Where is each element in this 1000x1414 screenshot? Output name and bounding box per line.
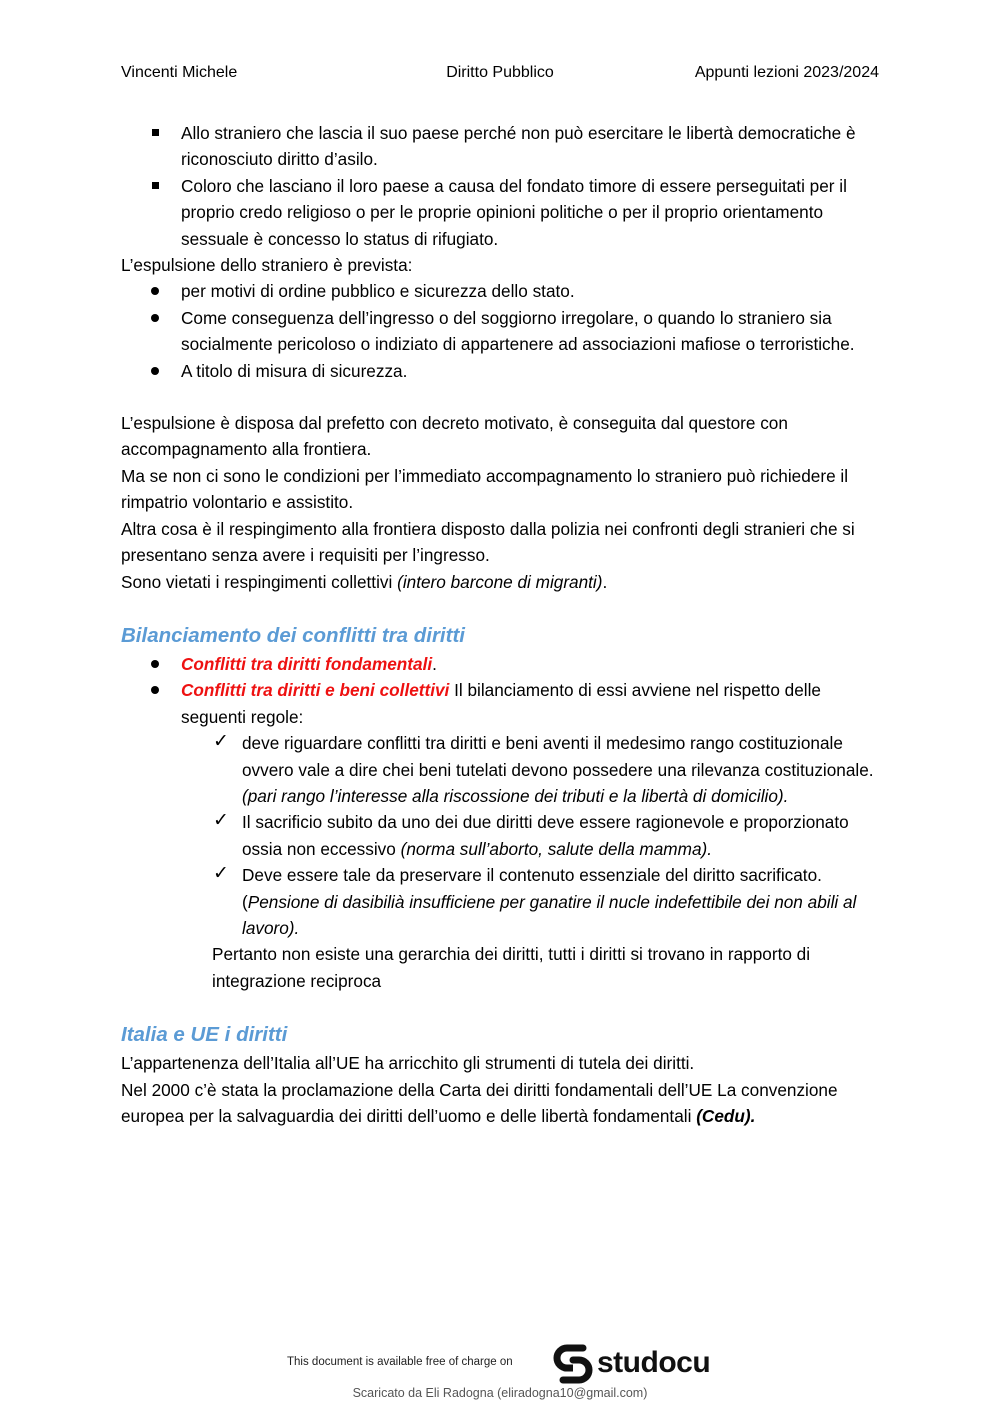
dot-bullet-icon — [151, 686, 159, 694]
expulsion-intro: L’espulsione dello straniero è prevista: — [121, 255, 413, 276]
studocu-logo-icon[interactable] — [553, 1344, 593, 1384]
square-bullet-icon — [152, 129, 159, 136]
footer-available-text: This document is available free of charge on — [287, 1356, 513, 1368]
paragraph: Nel 2000 c’è stata la proclamazione della Carta dei diritti fondamentali dell’UE La convenzione europea per la salvaguardia dei diritti dell’uomo e delle libertà fondamentali (Cedu). — [121, 1079, 838, 1126]
checkmark-icon: ✓ — [213, 809, 229, 832]
list-item: per motivi di ordine pubblico e sicurezza dello stato. — [121, 278, 883, 304]
section-heading: Italia e UE i diritti — [121, 1023, 288, 1047]
paragraph: Ma se non ci sono le condizioni per l’immediato accompagnamento lo straniero può richiedere il rimpatrio volontario e assistito. — [121, 465, 849, 513]
studocu-brand-link[interactable]: studocu — [597, 1346, 711, 1379]
header-subject: Diritto Pubblico — [446, 64, 554, 81]
list-item: Allo straniero che lascia il suo paese perché non può esercitare le libertà democratiche è riconosciuto diritto d’asilo. — [121, 120, 883, 173]
page-content — [121, 120, 883, 1129]
rules-list — [121, 730, 883, 941]
list-item: Coloro che lasciano il loro paese a causa del fondato timore di essere perseguitati per il proprio credo religioso o per le proprie opinioni politiche o per il proprio orientamento sessuale è concesso lo status di rifugiato. — [121, 173, 883, 252]
list-item: ✓ Deve essere tale da preservare il contenuto essenziale del diritto sacrificato. (Pensione di dasibilià insufficiene per ganatire il nucle indefettibile dei non abili al lavoro). — [213, 862, 857, 938]
paragraph: L’espulsione è disposa dal prefetto con decreto motivato, è conseguita dal questore con accompagnamento alla frontiera. — [121, 413, 788, 460]
dot-bullet-icon — [151, 314, 159, 322]
paragraph: Sono vietati i respingimenti collettivi (intero barcone di migranti). — [121, 571, 608, 592]
list-item: A titolo di misura di sicurezza. — [121, 358, 883, 384]
expulsion-list — [121, 278, 883, 384]
square-bullet-icon — [152, 182, 159, 189]
list-item: Conflitti tra diritti fondamentali. — [121, 651, 883, 677]
page-header — [121, 60, 879, 86]
list-item: Come conseguenza dell’ingresso o del soggiorno irregolare, o quando lo straniero sia socialmente pericoloso o indiziato di appartenere ad associazioni mafiose o terroristiche. — [121, 305, 883, 358]
paragraph: Altra cosa è il respingimento alla frontiera disposto dalla polizia nei confronti degli stranieri che si presentano senza avere i requisiti per l’ingresso. — [121, 518, 855, 566]
dot-bullet-icon — [151, 660, 159, 668]
footer-downloaded-text: Scaricato da Eli Radogna (eliradogna10@gmail.com) — [352, 1386, 648, 1400]
list-item: ✓ Il sacrificio subito da uno dei due diritti deve essere ragionevole e proporzionato ossia non eccessivo (norma sull’aborto, salute della mamma). — [213, 809, 849, 859]
dot-bullet-icon — [151, 367, 159, 375]
list-item: ✓ deve riguardare conflitti tra diritti e beni aventi il medesimo rango costituzionale ovvero vale a dire chei beni tutelati devono possedere una rilevanza costituzionale. (pari rango l’interesse alla riscossione dei tributi e la libertà di domicilio). — [213, 730, 874, 806]
list-item: Conflitti tra diritti e beni collettivi Il bilanciamento di essi avviene nel rispetto delle seguenti regole: — [121, 677, 883, 730]
conflicts-list — [121, 651, 883, 730]
header-author: Vincenti Michele — [121, 64, 238, 81]
checkmark-icon: ✓ — [213, 730, 229, 753]
paragraph: L’appartenenza dell’Italia all’UE ha arricchito gli strumenti di tutela dei diritti. — [121, 1053, 695, 1074]
page-footer — [0, 1340, 1000, 1410]
checkmark-icon: ✓ — [213, 862, 229, 885]
header-notes: Appunti lezioni 2023/2024 — [694, 64, 879, 81]
conclusion-paragraph: Pertanto non esiste una gerarchia dei diritti, tutti i diritti si trovano in rapporto di integrazione reciproca — [212, 944, 811, 991]
dot-bullet-icon — [151, 287, 159, 295]
asylum-list — [121, 120, 883, 252]
section-heading: Bilanciamento dei conflitti tra diritti — [121, 623, 465, 647]
